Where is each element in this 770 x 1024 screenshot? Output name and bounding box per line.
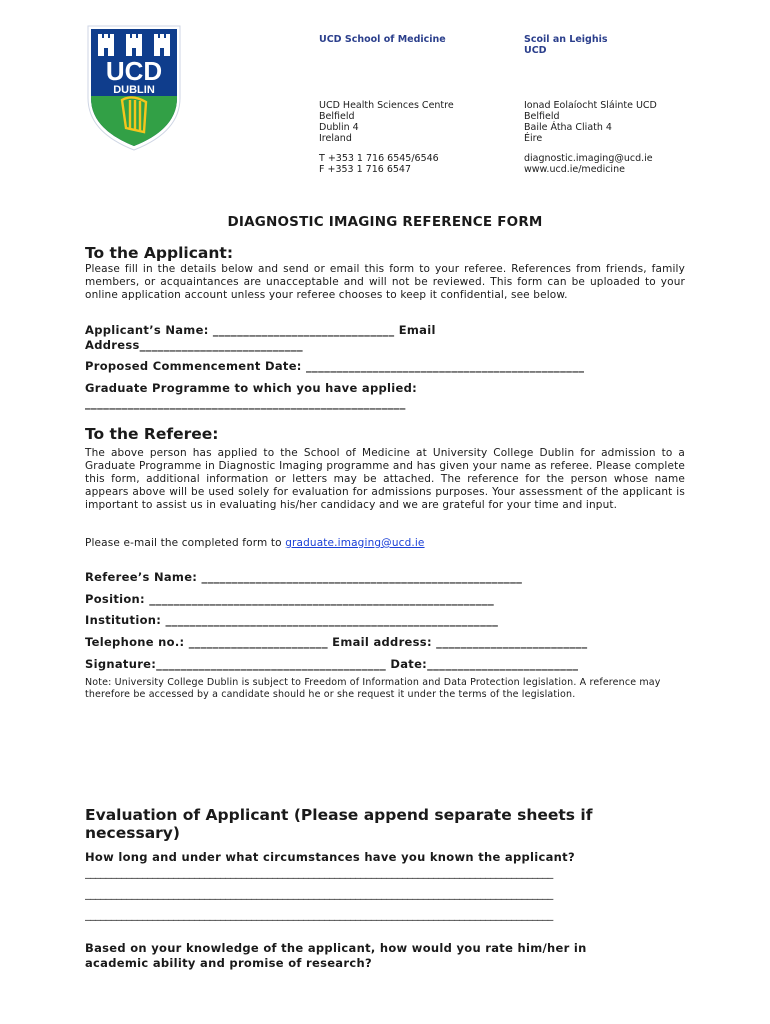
answer-line[interactable]: __________________________________________________________________________________________ xyxy=(85,908,554,921)
foi-note: Note: University College Dublin is subject to Freedom of Information and Data Protection legislation. A reference may therefore be accessed by a candidate should he or she request it under the terms of the legislation. xyxy=(85,677,661,700)
email-instruction-text: Please e-mail the completed form to xyxy=(85,537,286,549)
form-title: DIAGNOSTIC IMAGING REFERENCE FORM xyxy=(227,214,543,230)
applicant-address-field[interactable]: Address___________________________ xyxy=(85,338,303,352)
applicant-name-field[interactable]: Applicant’s Name: ______________________________ Email xyxy=(85,323,436,337)
answer-line[interactable]: __________________________________________________________________________________________ xyxy=(85,887,554,900)
applicant-heading: To the Applicant: xyxy=(85,244,234,262)
header-left-phones: T +353 1 716 6545/6546 F +353 1 716 6547 xyxy=(319,153,439,175)
answer-line[interactable]: __________________________________________________________________________________________ xyxy=(85,866,554,879)
referee-heading: To the Referee: xyxy=(85,425,219,443)
evaluation-heading: Evaluation of Applicant (Please append separate sheets if necessary) xyxy=(85,806,593,842)
question-known-applicant: How long and under what circumstances have you known the applicant? xyxy=(85,850,575,864)
applicant-intro: Please fill in the details below and send or email this form to your referee. References from friends, family members, or acquaintances are unacceptable and will not be reviewed. This form can be uploaded to your online application account unless your referee chooses to keep it confidential, see below. xyxy=(85,263,685,301)
institution-field[interactable]: Institution: _______________________________________________________ xyxy=(85,613,499,627)
referee-name-field[interactable]: Referee’s Name: _____________________________________________________ xyxy=(85,570,523,584)
email-instruction xyxy=(85,537,425,550)
programme-label: Graduate Programme to which you have applied: xyxy=(85,381,418,395)
email-link[interactable]: graduate.imaging@ucd.ie xyxy=(285,537,425,549)
commencement-date-field[interactable]: Proposed Commencement Date: ______________________________________________ xyxy=(85,359,585,373)
programme-field[interactable]: _____________________________________________________ xyxy=(85,396,406,410)
header-left-title: UCD School of Medicine xyxy=(319,34,446,45)
logo-dublin-text: DUBLIN xyxy=(113,84,155,96)
question-academic-ability: Based on your knowledge of the applicant, how would you rate him/her in academic ability and promise of research? xyxy=(85,941,587,970)
referee-intro: The above person has applied to the School of Medicine at University College Dublin for admission to a Graduate Programme in Diagnostic Imaging programme and has given your name as referee. Please complete this form, additional information or letters may be attached. The reference for the person whose name appears above will be used solely for evaluation for admissions purposes. Your assessment of the applicant is important to assist us in evaluating his/her candidacy and we are grateful for your time and input. xyxy=(85,447,685,511)
header-left-address: UCD Health Sciences Centre Belfield Dublin 4 Ireland xyxy=(319,100,454,144)
header-right-title: Scoil an Leighis UCD xyxy=(524,34,608,56)
header-right-address: Ionad Eolaíocht Sláinte UCD Belfield Baile Átha Cliath 4 Éire xyxy=(524,100,657,144)
position-field[interactable]: Position: _________________________________________________________ xyxy=(85,592,495,606)
ucd-dublin-logo xyxy=(86,24,182,152)
logo-ucd-text: UCD xyxy=(105,56,163,86)
signature-date-field[interactable]: Signature:______________________________________ Date:_________________________ xyxy=(85,657,579,671)
header-right-contacts: diagnostic.imaging@ucd.ie www.ucd.ie/medicine xyxy=(524,153,653,175)
telephone-email-field[interactable]: Telephone no.: _______________________ Email address: _________________________ xyxy=(85,635,588,649)
